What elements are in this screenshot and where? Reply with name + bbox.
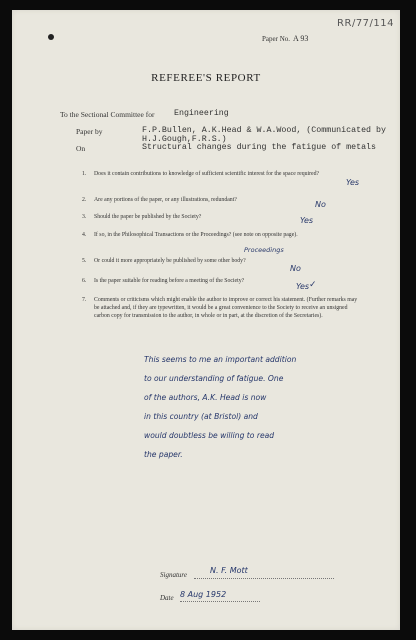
paper-number-value: A 93	[293, 34, 309, 43]
question-7: 7. Comments or criticisms which might enable the author to improve or correct his statement. (Further remarks may be attached and, if they are typewritten, it would be a great convenience to the Society to receive an unsigned carbon copy for transmission to the author, in whole or in part, at the discretion of the Secretaries).	[82, 297, 358, 319]
question-3: 3. Should the paper be published by the Society?	[82, 214, 202, 220]
question-5: 5. Or could it more appropriately be published by some other body?	[82, 258, 246, 264]
question-4: 4. If so, in the Philosophical Transactions or the Proceedings? (see note on opposite page).	[82, 232, 298, 238]
comment-line: of the authors, A.K. Head is now	[144, 393, 267, 402]
paper-by-label: Paper by	[76, 127, 103, 136]
date-line	[180, 601, 260, 602]
question-text: Are any portions of the paper, or any illustrations, redundant?	[94, 197, 237, 203]
handwritten-comments	[144, 350, 374, 464]
answer-5: No	[290, 264, 301, 273]
comment-line: in this country (at Bristol) and	[144, 412, 258, 421]
answer-1: Yes	[346, 178, 360, 187]
answer-3: Yes	[300, 216, 314, 225]
answer-2: No	[315, 200, 326, 209]
archive-reference: RR/77/114	[337, 18, 394, 29]
to-value: Engineering	[174, 109, 229, 118]
paper-number-label: Paper No.	[262, 35, 290, 43]
on-value: Structural changes during the fatigue of metals	[142, 143, 377, 152]
question-text: Should the paper be published by the Society?	[94, 214, 202, 220]
question-text: Comments or criticisms which might enable the author to improve or correct his statement. (Further remarks may be attached and, if they are typewritten, it would be a great convenience to the Society to receive an unsigned carbon copy for transmission to the author, in whole or in part, at the discretion of the Secretaries).	[94, 297, 358, 319]
answer-6: Yes	[296, 282, 310, 291]
punch-hole	[48, 34, 54, 40]
signature-value: N. F. Mott	[210, 566, 248, 575]
comment-line: This seems to me an important addition	[144, 355, 297, 364]
comment-line: the paper.	[144, 450, 183, 459]
comment-line: would doubtless be willing to read	[144, 431, 275, 440]
page-title: REFEREE'S REPORT	[151, 72, 261, 84]
question-2: 2. Are any portions of the paper, or any illustrations, redundant?	[82, 197, 237, 203]
question-1: 1. Does it contain contributions to knowledge of sufficient scientific interest for the space required?	[82, 171, 320, 177]
signature-label: Signature	[160, 571, 187, 579]
referee-report-sheet	[12, 10, 400, 630]
question-6: 6. Is the paper suitable for reading before a meeting of the Society?	[82, 278, 245, 284]
paper-by-line1: F.P.Bullen, A.K.Head & W.A.Wood, (Communicated by	[142, 126, 386, 135]
paper-by-line2: H.J.Gough,F.R.S.)	[142, 135, 227, 144]
signature-line	[194, 578, 334, 579]
answer-4: Proceedings	[244, 246, 284, 254]
date-value: 8 Aug 1952	[180, 590, 227, 599]
paper-number	[262, 34, 308, 43]
comment-line: to our understanding of fatigue. One	[144, 374, 284, 383]
on-label: On	[76, 144, 86, 153]
question-text: Or could it more appropriately be published by some other body?	[94, 258, 246, 264]
question-text: Is the paper suitable for reading before a meeting of the Society?	[94, 278, 245, 284]
date-label: Date	[160, 594, 174, 602]
question-text: Does it contain contributions to knowledge of sufficient scientific interest for the space required?	[94, 171, 320, 177]
check-mark: ✓	[309, 279, 317, 289]
question-text: If so, in the Philosophical Transactions or the Proceedings? (see note on opposite page).	[94, 232, 298, 238]
to-label: To the Sectional Committee for	[60, 110, 155, 119]
